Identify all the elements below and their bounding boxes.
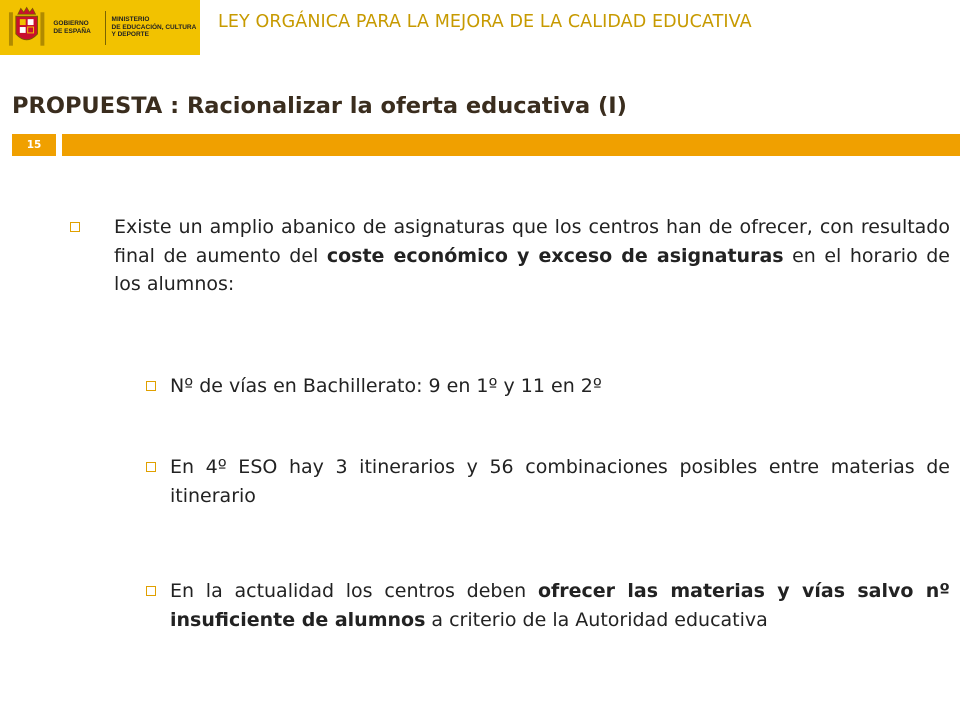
square-bullet-icon xyxy=(146,586,156,596)
square-bullet-icon xyxy=(146,462,156,472)
bullet-main xyxy=(70,213,950,299)
slide-title: PROPUESTA : Racionalizar la oferta educativa (I) xyxy=(12,93,627,119)
bullet-main-bold: coste económico y exceso de asignaturas xyxy=(326,244,784,267)
header-title: LEY ORGÁNICA PARA LA MEJORA DE LA CALIDAD EDUCATIVA xyxy=(218,12,752,32)
sub-bullet-actualidad-part1: En la actualidad los centros deben xyxy=(170,580,538,602)
ministerio-line-3: Y DEPORTE xyxy=(111,31,149,39)
bullet-main-text-part1: Existe un amplio abanico de asignaturas que los centros han de ofrecer, con resultado final de aumento del xyxy=(114,216,950,267)
gobierno-line-2: DE ESPAÑA xyxy=(53,27,91,35)
sub-bullet-actualidad-part2: a criterio de la Autoridad educativa xyxy=(425,608,768,631)
slide-number: 15 xyxy=(12,134,56,156)
sub-bullet-eso-text: En 4º ESO hay 3 itinerarios y 56 combinaciones posibles entre materias de itinerario xyxy=(170,456,950,507)
sub-bullet-bachillerato xyxy=(146,372,950,401)
bullet-main-text xyxy=(114,213,950,299)
square-bullet-icon xyxy=(146,381,156,391)
sub-bullet-actualidad-bold: ofrecer las materias y vías salvo nº insuficiente de alumnos xyxy=(170,580,950,631)
square-bullet-icon xyxy=(70,222,80,232)
sub-bullet-actualidad xyxy=(146,577,950,634)
gobierno-line-1: GOBIERNO xyxy=(53,20,89,27)
sub-bullet-eso xyxy=(146,453,950,510)
ministerio-line-2: DE EDUCACIÓN, CULTURA xyxy=(111,23,197,31)
bullet-main-text-part2: en el horario de los alumnos: xyxy=(114,244,950,295)
ministerio-line-1: MINISTERIO xyxy=(111,16,150,24)
sub-bullet-actualidad-text xyxy=(170,577,950,634)
sub-bullet-bachillerato-text: Nº de vías en Bachillerato: 9 en 1º y 11 en 2º xyxy=(170,375,602,397)
